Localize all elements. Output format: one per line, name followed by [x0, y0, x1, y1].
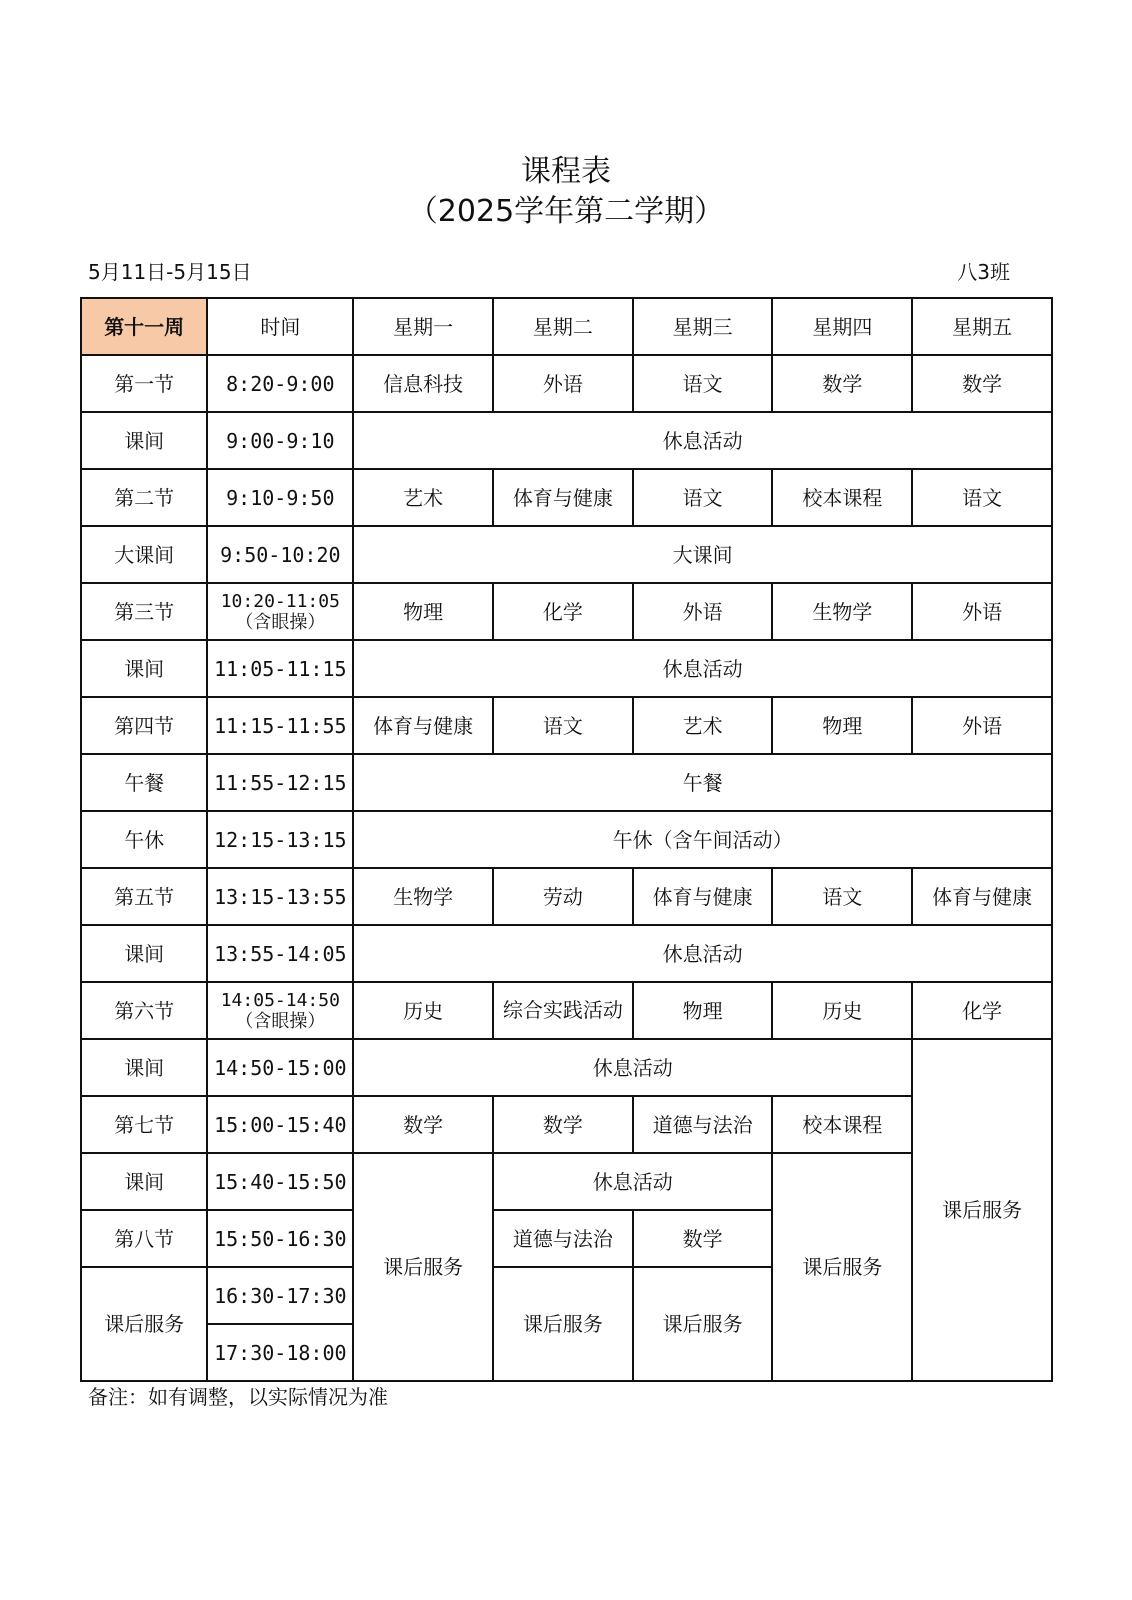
- course-cell: 生物学: [772, 583, 912, 640]
- course-cell: 外语: [912, 697, 1052, 754]
- course-cell: 信息科技: [353, 355, 493, 412]
- time-slot: 9:00-9:10: [207, 412, 353, 469]
- period-label: 课间: [81, 1153, 207, 1210]
- time-slot: 16:30-17:30: [207, 1267, 353, 1324]
- after-school-service-cell: 课后服务: [772, 1153, 912, 1381]
- period-label: 第八节: [81, 1210, 207, 1267]
- course-cell: 体育与健康: [633, 868, 773, 925]
- time-header: 时间: [207, 298, 353, 355]
- time-range: 10:20-11:05: [220, 590, 340, 612]
- time-slot: 13:15-13:55: [207, 868, 353, 925]
- break-cell: 休息活动: [353, 1039, 912, 1096]
- course-cell: 数学: [772, 355, 912, 412]
- course-cell: 外语: [493, 355, 633, 412]
- course-cell: 数学: [633, 1210, 773, 1267]
- table-row: [81, 754, 1052, 811]
- period-label: 第七节: [81, 1096, 207, 1153]
- course-cell: 校本课程: [772, 1096, 912, 1153]
- after-school-service-cell: 课后服务: [493, 1267, 633, 1381]
- period-label: 第三节: [81, 583, 207, 640]
- table-row: [81, 1039, 1052, 1096]
- after-school-service-cell: 课后服务: [912, 1039, 1052, 1381]
- table-row: [81, 697, 1052, 754]
- course-cell-text: 综合实践活动: [502, 998, 623, 1022]
- date-range: 5月11日-5月15日: [88, 260, 252, 284]
- time-note: （含眼操）: [235, 611, 326, 633]
- period-label: 大课间: [81, 526, 207, 583]
- time-slot: [207, 982, 353, 1039]
- page-subtitle: （2025学年第二学期）: [407, 194, 725, 229]
- time-slot: 13:55-14:05: [207, 925, 353, 982]
- period-label: 课间: [81, 1039, 207, 1096]
- table-row: [81, 355, 1052, 412]
- course-cell: 数学: [912, 355, 1052, 412]
- course-cell: 语文: [633, 469, 773, 526]
- break-cell: 大课间: [353, 526, 1052, 583]
- time-slot: 9:50-10:20: [207, 526, 353, 583]
- course-cell: 道德与法治: [633, 1096, 773, 1153]
- period-label: 午餐: [81, 754, 207, 811]
- period-label: 第一节: [81, 355, 207, 412]
- course-cell: [493, 982, 633, 1039]
- period-label: 第四节: [81, 697, 207, 754]
- course-cell: 数学: [353, 1096, 493, 1153]
- header-row: [81, 298, 1052, 355]
- time-slot: 9:10-9:50: [207, 469, 353, 526]
- break-cell: 午休（含午间活动）: [353, 811, 1052, 868]
- course-cell: 语文: [633, 355, 773, 412]
- course-cell: 语文: [493, 697, 633, 754]
- period-label: 课间: [81, 925, 207, 982]
- time-slot: 8:20-9:00: [207, 355, 353, 412]
- after-school-service-cell: 课后服务: [353, 1153, 493, 1381]
- break-cell: 午餐: [353, 754, 1052, 811]
- time-slot: 11:15-11:55: [207, 697, 353, 754]
- break-cell: 休息活动: [353, 640, 1052, 697]
- course-cell: 生物学: [353, 868, 493, 925]
- table-row: [81, 526, 1052, 583]
- course-cell: 外语: [633, 583, 773, 640]
- time-slot: [207, 583, 353, 640]
- table-row: [81, 640, 1052, 697]
- course-cell: 物理: [772, 697, 912, 754]
- table-row: [81, 1096, 1052, 1153]
- time-note: （含眼操）: [235, 1010, 326, 1032]
- period-label: 第五节: [81, 868, 207, 925]
- time-slot: 17:30-18:00: [207, 1324, 353, 1381]
- course-cell: 物理: [633, 982, 773, 1039]
- course-cell: 物理: [353, 583, 493, 640]
- course-cell: 化学: [493, 583, 633, 640]
- course-cell: 体育与健康: [912, 868, 1052, 925]
- time-slot: 15:50-16:30: [207, 1210, 353, 1267]
- table-row: [81, 925, 1052, 982]
- period-label: 课间: [81, 640, 207, 697]
- course-cell: 艺术: [633, 697, 773, 754]
- break-cell: 休息活动: [493, 1153, 772, 1210]
- course-cell: 数学: [493, 1096, 633, 1153]
- time-slot: 11:55-12:15: [207, 754, 353, 811]
- break-cell: 休息活动: [353, 412, 1052, 469]
- table-row: [81, 868, 1052, 925]
- time-range: 14:05-14:50: [220, 989, 340, 1011]
- time-slot: 11:05-11:15: [207, 640, 353, 697]
- table-row: [81, 811, 1052, 868]
- course-cell: 语文: [772, 868, 912, 925]
- table-row: [81, 583, 1052, 640]
- course-cell: 体育与健康: [493, 469, 633, 526]
- course-cell: 外语: [912, 583, 1052, 640]
- after-school-service-cell: 课后服务: [633, 1267, 773, 1381]
- period-label: 课间: [81, 412, 207, 469]
- course-cell: 道德与法治: [493, 1210, 633, 1267]
- period-label: 第二节: [81, 469, 207, 526]
- day-header: 星期五: [912, 298, 1052, 355]
- time-slot: 12:15-13:15: [207, 811, 353, 868]
- time-slot: 15:40-15:50: [207, 1153, 353, 1210]
- course-cell: 历史: [772, 982, 912, 1039]
- course-cell: 校本课程: [772, 469, 912, 526]
- period-label: 第六节: [81, 982, 207, 1039]
- day-header: 星期四: [772, 298, 912, 355]
- table-row: [81, 1153, 1052, 1210]
- course-cell: 体育与健康: [353, 697, 493, 754]
- day-header: 星期二: [493, 298, 633, 355]
- time-slot: 15:00-15:40: [207, 1096, 353, 1153]
- class-name: 八3班: [957, 260, 1010, 284]
- period-label: 午休: [81, 811, 207, 868]
- break-cell: 休息活动: [353, 925, 1052, 982]
- day-header: 星期一: [353, 298, 493, 355]
- table-row: [81, 412, 1052, 469]
- period-label: 课后服务: [81, 1267, 207, 1381]
- course-cell: 历史: [353, 982, 493, 1039]
- page-title: 课程表: [521, 154, 611, 189]
- course-cell: 艺术: [353, 469, 493, 526]
- footnote: 备注：如有调整，以实际情况为准: [88, 1385, 388, 1409]
- table-row: [81, 982, 1052, 1039]
- week-label: 第十一周: [81, 298, 207, 355]
- course-cell: 劳动: [493, 868, 633, 925]
- day-header: 星期三: [633, 298, 773, 355]
- timetable: [80, 297, 1053, 1382]
- table-row: [81, 469, 1052, 526]
- time-slot: 14:50-15:00: [207, 1039, 353, 1096]
- course-cell: 语文: [912, 469, 1052, 526]
- course-cell: 化学: [912, 982, 1052, 1039]
